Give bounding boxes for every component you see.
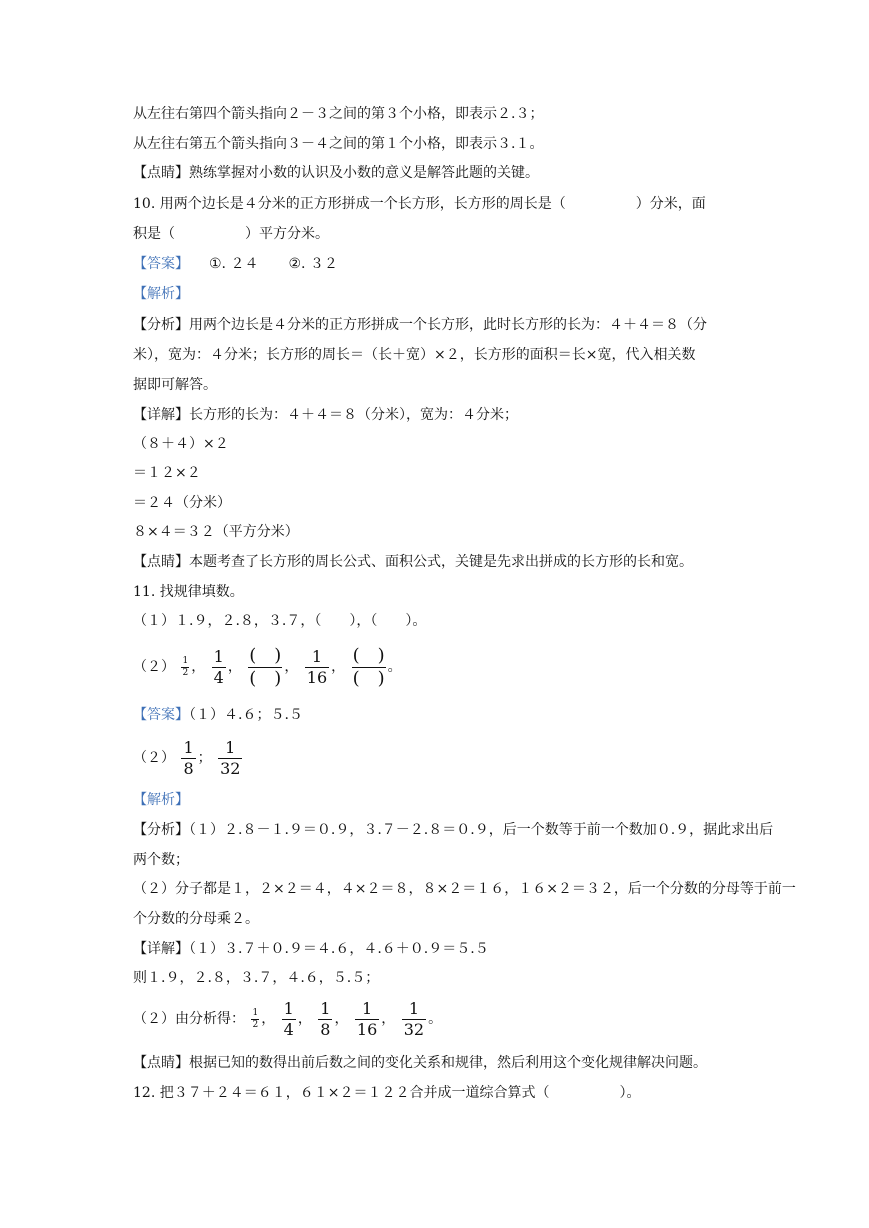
part-label: （２）由分析得：	[133, 1011, 245, 1027]
answer-11-part-2: （２） $\frac{1}{8}$ ； $\frac{1}{32}$	[133, 737, 241, 778]
fenxi-line: （２）分子都是１，２×２＝４，４×２＝８，８×２＝１６，１６×２＝３２，后一个分数的分母等于前一	[133, 881, 796, 897]
xiangjie-line: （８＋４）×２	[133, 436, 229, 452]
part-label: （２）	[133, 659, 175, 675]
fenxi-line: 据即可解答。	[133, 377, 217, 393]
question-12: 12. 把３７＋２４＝６１，６１×２＝１２２合并成一道综合算式（ ）。	[133, 1085, 641, 1101]
fenxi-line: 米），宽为：４分米；长方形的周长＝（长＋宽）×２，长方形的面积＝长×宽，代入相关数	[133, 347, 696, 363]
text-line: 从左往右第五个箭头指向３－４之间的第１个小格，即表示３.１。	[133, 136, 544, 152]
fraction: $\frac{1}{4}$	[283, 998, 294, 1039]
part-label: （２）	[133, 750, 175, 766]
xiangjie-line: ８×４＝３２（平方分米）	[133, 524, 299, 540]
blank-fraction: $\frac{( )}{( )}$	[352, 644, 385, 689]
fraction: $\frac{1}{2}$	[252, 1007, 259, 1030]
xiangjie-line: 【详解】长方形的长为：４＋４＝８（分米），宽为：４分米；	[133, 407, 518, 423]
jiexi-tag: 【解析】	[133, 792, 189, 808]
question-11-part-2: （２） $\frac{1}{2}$ ， $\frac{1}{4}$ ， $\frac{( )}{( )}$ ， $\frac{1}{16}$ ， $\frac{( )}{( )}$ 。	[133, 644, 402, 689]
fraction: $\frac{1}{16}$	[306, 646, 328, 687]
answer-value: ②. ３２	[288, 256, 338, 272]
answer-tag: 【答案】	[133, 707, 189, 723]
fraction: $\frac{1}{32}$	[403, 998, 425, 1039]
answer-tag: 【答案】	[133, 256, 189, 272]
question-11-title: 11. 找规律填数。	[133, 584, 244, 600]
xiangjie-line: ＝１２×２	[133, 465, 201, 481]
dianjing-line: 【点睛】熟练掌握对小数的认识及小数的意义是解答此题的关键。	[133, 165, 539, 181]
fenxi-line: 【分析】（１）２.８－１.９＝０.９，３.７－２.８＝０.９，后一个数等于前一个数加０.９，据此求出后	[133, 822, 774, 838]
fenxi-line: 个分数的分母乘２。	[133, 911, 259, 927]
xiangjie-fractions: （２）由分析得： $\frac{1}{2}$ ， $\frac{1}{4}$ ， $\frac{1}{8}$ ， $\frac{1}{16}$ ， $\frac{1}{32}$ 。	[133, 998, 443, 1039]
fraction: $\frac{1}{16}$	[356, 998, 378, 1039]
fraction: $\frac{1}{8}$	[183, 737, 194, 778]
xiangjie-line: 则１.９，２.８，３.７，４.６，５.５；	[133, 970, 380, 986]
answer-11-part-1	[133, 705, 303, 725]
fraction: $\frac{1}{8}$	[320, 998, 331, 1039]
answer-value: ①. ２４	[209, 256, 259, 272]
fraction: $\frac{1}{4}$	[213, 646, 224, 687]
question-10-line-1: 10. 用两个边长是４分米的正方形拼成一个长方形，长方形的周长是（ ）分米，面	[133, 196, 706, 212]
fenxi-line: 【分析】用两个边长是４分米的正方形拼成一个长方形，此时长方形的长为：４＋４＝８（分	[133, 317, 707, 333]
question-10-line-2: 积是（ ）平方分米。	[133, 226, 329, 242]
fenxi-line: 两个数；	[133, 852, 189, 868]
answer-value: （１）４.６；５.５	[189, 707, 303, 723]
question-11-part-1: （１）１.９，２.８，３.７，（ ），（ ）。	[133, 613, 427, 629]
answer-10	[133, 254, 338, 274]
fraction: $\frac{1}{2}$	[182, 655, 189, 678]
blank-fraction: $\frac{( )}{( )}$	[249, 644, 282, 689]
xiangjie-line: ＝２４（分米）	[133, 495, 231, 511]
fraction: $\frac{1}{32}$	[220, 737, 241, 778]
text-line: 从左往右第四个箭头指向２－３之间的第３个小格，即表示２.３；	[133, 106, 544, 122]
jiexi-tag: 【解析】	[133, 286, 189, 302]
xiangjie-line: 【详解】（１）３.７＋０.９＝４.６，４.６＋０.９＝５.５	[133, 941, 489, 957]
dianjing-line: 【点睛】根据已知的数得出前后数之间的变化关系和规律，然后利用这个变化规律解决问题。	[133, 1055, 707, 1071]
dianjing-line: 【点睛】本题考查了长方形的周长公式、面积公式，关键是先求出拼成的长方形的长和宽。	[133, 554, 693, 570]
